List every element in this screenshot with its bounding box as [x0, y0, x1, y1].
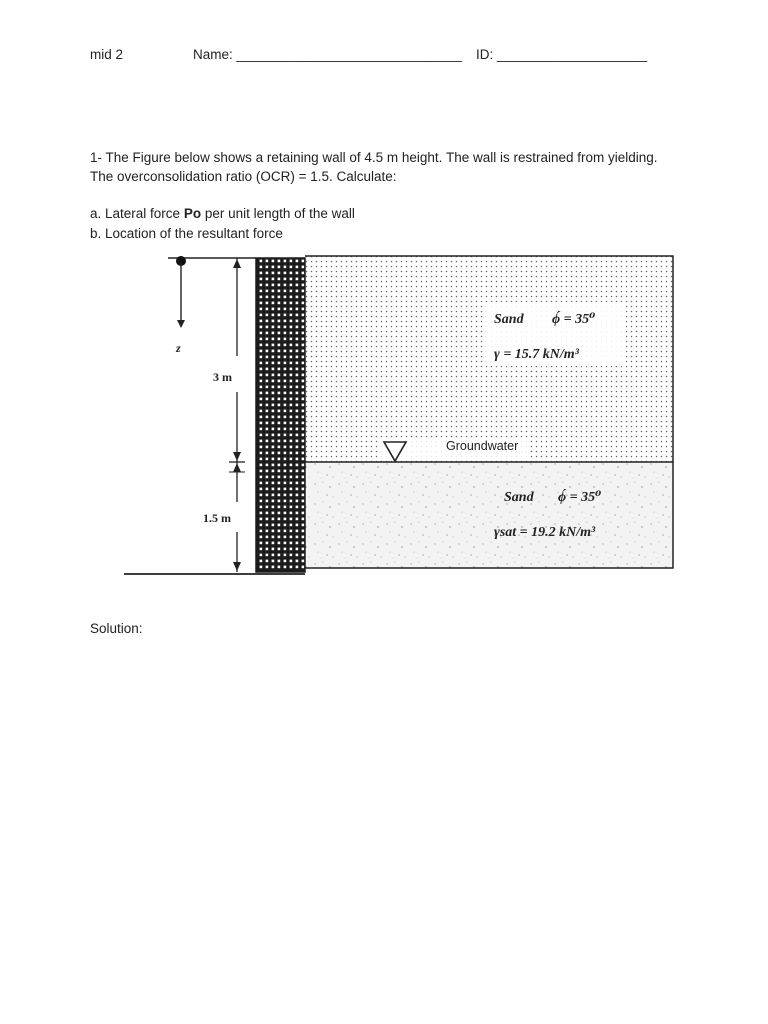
question-line-1: 1- The Figure below shows a retaining wall of 4.5 m height. The wall is restrained from yielding.	[90, 150, 658, 165]
exam-label: mid 2	[90, 47, 124, 62]
upper-soil-name: Sand	[494, 312, 524, 327]
lower-soil-phi: ϕ́ = 35⁰	[558, 490, 602, 505]
dimension-lower-label: 1.5 m	[203, 511, 231, 525]
z-axis-arrowhead	[177, 320, 185, 328]
solution-label: Solution:	[90, 621, 143, 636]
retaining-wall	[256, 258, 305, 572]
dimension-upper-label: 3 m	[213, 370, 232, 384]
lower-sand-layer	[305, 462, 673, 568]
name-field[interactable]: Name: ______________________________	[193, 47, 462, 62]
part-a-prefix: a. Lateral force	[90, 206, 184, 221]
lower-soil-name: Sand	[504, 490, 534, 505]
id-field[interactable]: ID: ____________________	[476, 47, 648, 62]
lower-soil-unit-weight: γsat = 19.2 kN/m³	[494, 525, 596, 540]
part-a-suffix: per unit length of the wall	[201, 206, 355, 221]
upper-soil-phi: ϕ́ = 35⁰	[552, 312, 596, 327]
question-line-2: The overconsolidation ratio (OCR) = 1.5. Calculate:	[90, 169, 397, 184]
upper-soil-unit-weight: γ = 15.7 kN/m³	[494, 347, 579, 362]
groundwater-label: Groundwater	[446, 439, 519, 453]
z-label: z	[176, 341, 181, 355]
question-part-b: b. Location of the resultant force	[90, 226, 283, 241]
part-a-bold: Po	[183, 206, 202, 221]
